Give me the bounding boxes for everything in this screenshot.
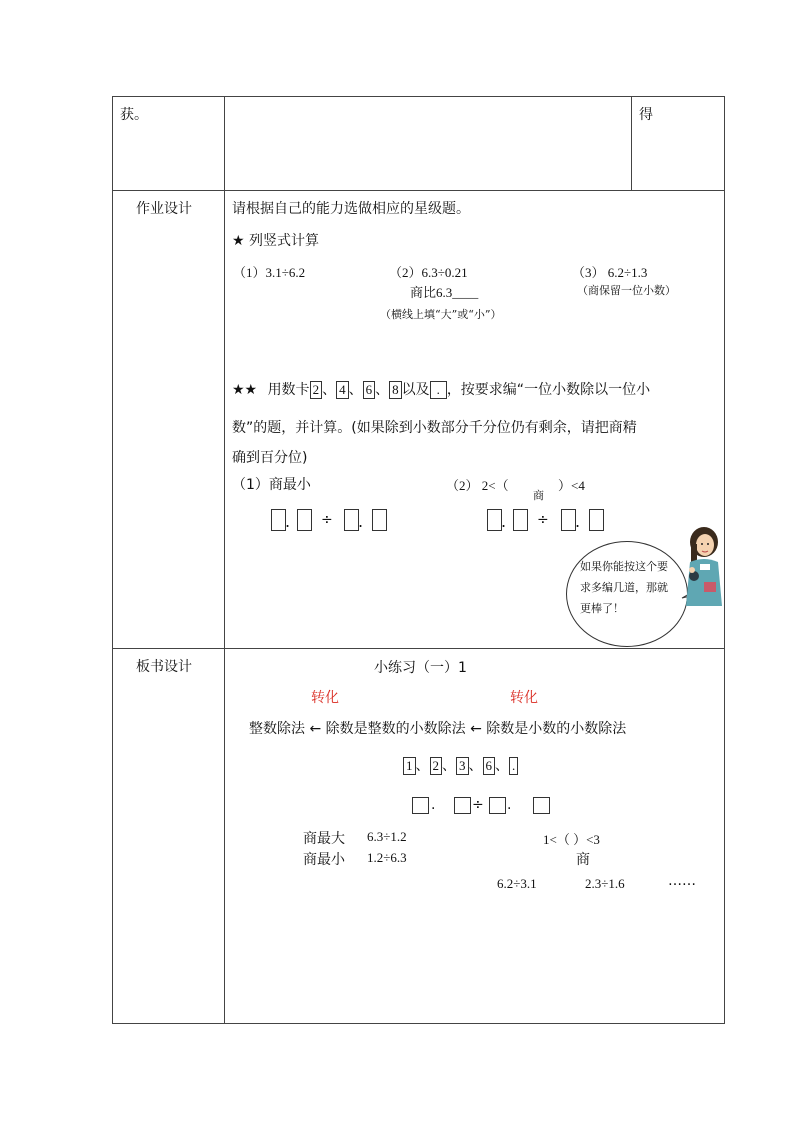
table-row-divider-1 bbox=[112, 190, 725, 191]
board-label: 板书设计 bbox=[136, 659, 192, 675]
digit-box bbox=[344, 509, 359, 531]
min-quotient-expression: 1.2÷6.3 bbox=[367, 850, 407, 865]
digit-box bbox=[454, 797, 471, 814]
digit-box bbox=[271, 509, 286, 531]
speech-bubble-text: 如果你能按这个要求多编几道，那就更棒了！ bbox=[580, 560, 668, 615]
top-row-inner-divider bbox=[631, 96, 632, 190]
table-row-divider-2 bbox=[112, 648, 725, 649]
two-star-icon: ★★ bbox=[232, 382, 258, 398]
two-star-line-1-rest: ，按要求编“一位小数除以一位小 bbox=[446, 382, 651, 398]
table-border-top bbox=[112, 96, 725, 97]
decimal-point: . bbox=[575, 512, 581, 531]
one-star-heading: ★ 列竖式计算 bbox=[232, 233, 320, 249]
decimal-point: . bbox=[501, 512, 507, 531]
digit-box bbox=[561, 509, 576, 531]
top-row-right-text: 得 bbox=[639, 107, 653, 123]
digit-box bbox=[487, 509, 502, 531]
range-expression: 1<（ ）<3 bbox=[543, 832, 600, 847]
board-card-dot: . bbox=[509, 757, 518, 775]
board-card-2: 2 bbox=[430, 757, 443, 775]
separator: 、 bbox=[375, 382, 390, 398]
convert-label-left: 转化 bbox=[311, 690, 339, 706]
conversion-chain: 整数除法 ← 除数是整数的小数除法 ← 除数是小数的小数除法 bbox=[249, 721, 627, 737]
digit-box bbox=[412, 797, 429, 814]
question-1: （1）商最小 bbox=[232, 477, 311, 493]
separator: 、 bbox=[495, 758, 509, 774]
table-border-right bbox=[724, 96, 725, 1024]
separator: 、 bbox=[322, 382, 337, 398]
question-2-prefix: （2） 2<（ bbox=[446, 478, 509, 493]
problem-2-note: 商比6.3____ bbox=[410, 285, 479, 300]
digit-box bbox=[297, 509, 312, 531]
problem-2-hint: （横线上填“大”或“小”） bbox=[380, 308, 502, 321]
top-row-left-text: 获。 bbox=[120, 107, 148, 123]
max-quotient-label: 商最大 bbox=[303, 831, 345, 847]
max-quotient-expression: 6.3÷1.2 bbox=[367, 829, 407, 844]
digit-box bbox=[513, 509, 528, 531]
board-title: 小练习（一）1 bbox=[374, 660, 467, 676]
min-quotient-label: 商最小 bbox=[303, 852, 345, 868]
separator: 、 bbox=[415, 758, 430, 774]
and-text: 以及 bbox=[401, 382, 430, 398]
number-card-6: 6 bbox=[363, 381, 376, 399]
divide-sign: ÷ bbox=[472, 797, 484, 813]
question-2-suffix: ）<4 bbox=[558, 478, 585, 493]
separator: 、 bbox=[348, 382, 363, 398]
digit-box bbox=[533, 797, 550, 814]
decimal-point: . bbox=[285, 512, 291, 531]
question-2-shang-label: 商 bbox=[533, 489, 544, 502]
problem-3-note: （商保留一位小数） bbox=[577, 284, 676, 297]
use-cards-text: 用数卡 bbox=[267, 382, 310, 398]
decimal-point: . bbox=[358, 512, 364, 531]
girl-illustration-icon bbox=[680, 524, 724, 610]
two-star-line-3: 确到百分位) bbox=[232, 450, 308, 466]
decimal-point: . bbox=[507, 797, 512, 813]
convert-label-right: 转化 bbox=[510, 690, 538, 706]
example-1: 6.2÷3.1 bbox=[497, 876, 537, 891]
homework-label: 作业设计 bbox=[136, 201, 192, 217]
divide-sign: ÷ bbox=[321, 512, 333, 528]
problem-2: （2）6.3÷0.21 bbox=[389, 265, 468, 280]
board-card-6: 6 bbox=[483, 757, 496, 775]
number-card-8: 8 bbox=[389, 381, 402, 399]
separator: 、 bbox=[442, 758, 456, 774]
board-card-1: 1 bbox=[403, 757, 416, 775]
separator: 、 bbox=[468, 758, 483, 774]
digit-box bbox=[489, 797, 506, 814]
divide-sign: ÷ bbox=[537, 512, 549, 528]
range-shang-label: 商 bbox=[576, 852, 590, 868]
ellipsis: …… bbox=[668, 873, 696, 889]
digit-box bbox=[372, 509, 387, 531]
number-card-2: 2 bbox=[310, 381, 323, 399]
board-card-3: 3 bbox=[456, 757, 469, 775]
number-card-4: 4 bbox=[336, 381, 349, 399]
table-border-left bbox=[112, 96, 113, 1024]
problem-3: （3） 6.2÷1.3 bbox=[572, 265, 648, 280]
digit-box bbox=[589, 509, 604, 531]
problem-1: （1）3.1÷6.2 bbox=[233, 265, 306, 280]
two-star-line-1 bbox=[232, 379, 650, 399]
board-cards-row bbox=[403, 755, 518, 775]
example-2: 2.3÷1.6 bbox=[585, 876, 625, 891]
decimal-point: . bbox=[431, 797, 436, 813]
table-column-divider bbox=[224, 96, 225, 1024]
decimal-point-card: . bbox=[430, 381, 447, 399]
two-star-line-2: 数”的题，并计算。(如果除到小数部分千分位仍有剩余，请把商精 bbox=[232, 420, 637, 436]
homework-intro: 请根据自己的能力选做相应的星级题。 bbox=[232, 201, 470, 217]
table-border-bottom bbox=[112, 1023, 725, 1024]
